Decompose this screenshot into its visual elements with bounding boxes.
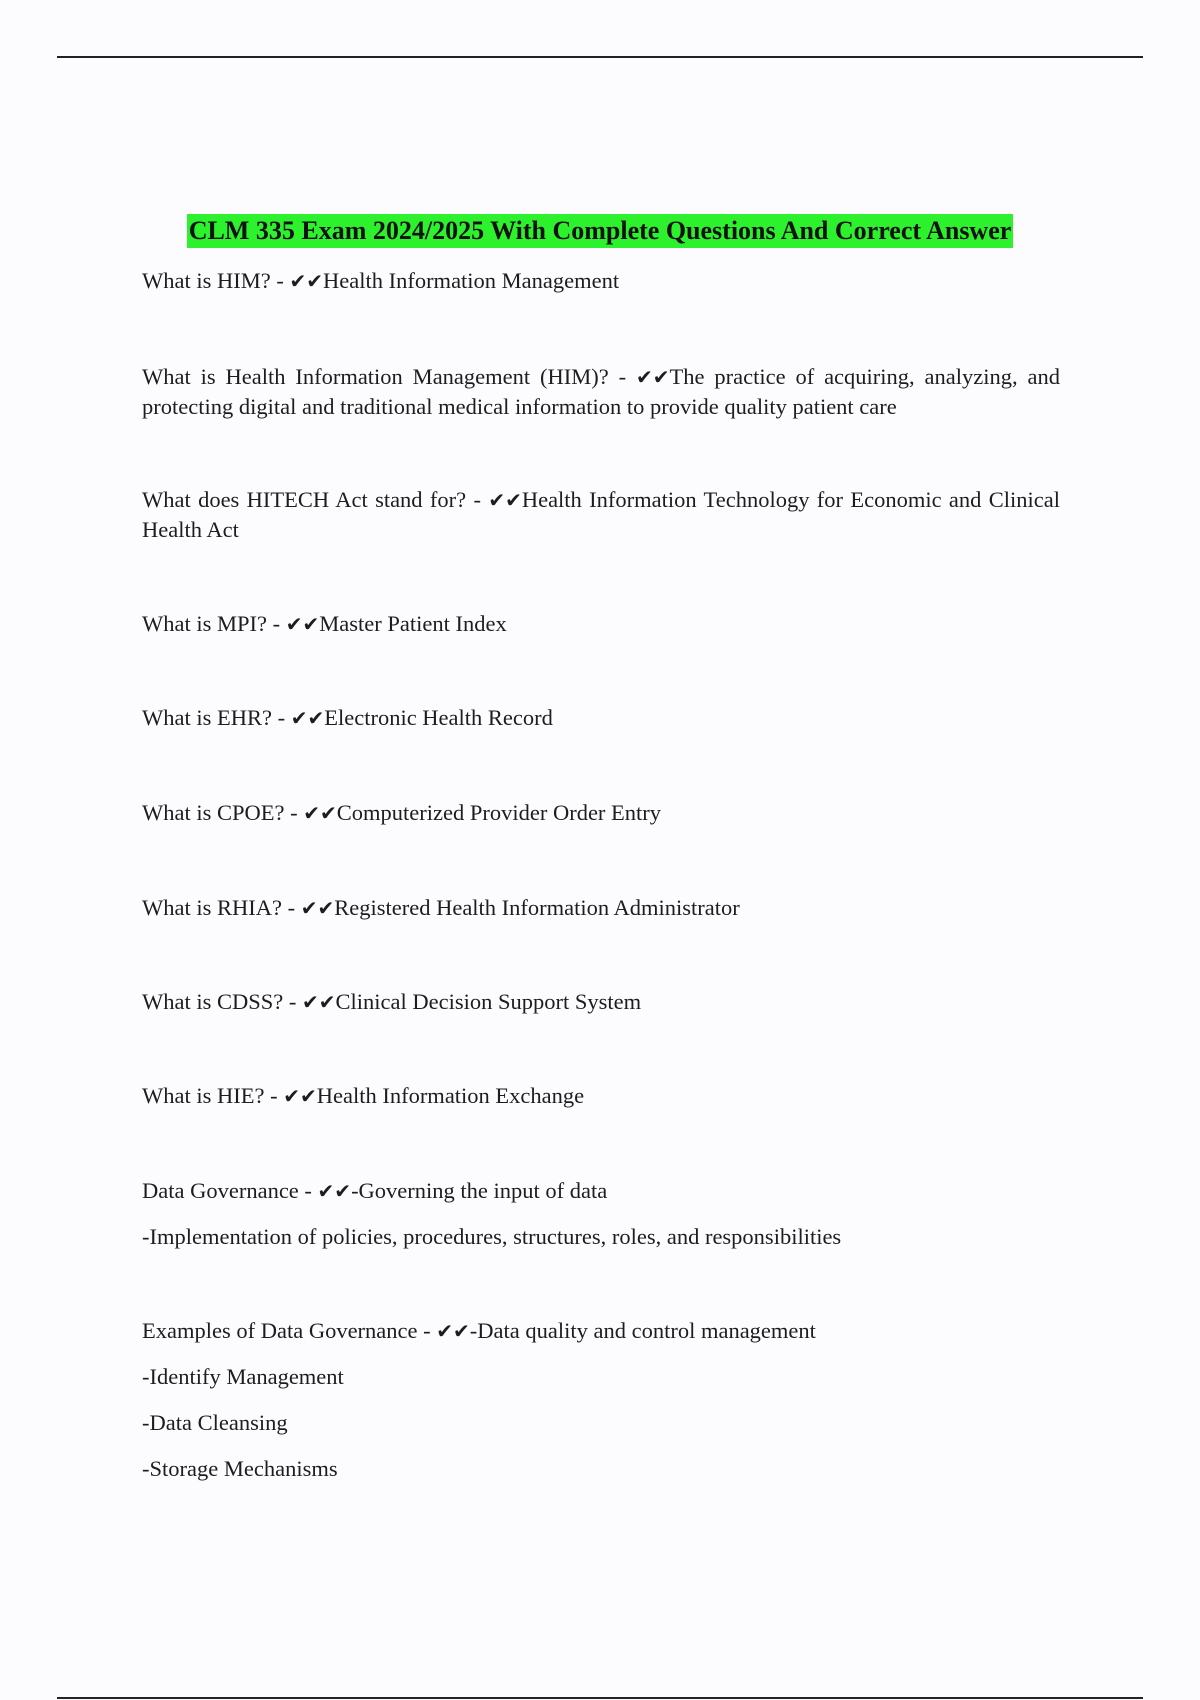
top-rule <box>57 56 1143 58</box>
qa-item <box>142 1081 1060 1111</box>
double-check-icon: ✔✔ <box>290 706 325 730</box>
qa-line: What is HIM? - ✔✔Health Information Management <box>142 268 620 293</box>
double-check-icon: ✔✔ <box>317 1179 352 1203</box>
qa-line: What is MPI? - ✔✔Master Patient Index <box>142 611 507 636</box>
qa-item <box>142 893 1060 923</box>
double-check-icon: ✔✔ <box>283 1084 317 1108</box>
double-check-icon: ✔✔ <box>488 488 522 512</box>
qa-item <box>142 609 1060 639</box>
qa-line: What is Health Information Management (HIM)? - ✔✔The practice of acquiring, analyzing, and protecting digital and traditional medical information to provide quality patient care <box>142 364 1060 419</box>
qa-line: What is CDSS? - ✔✔Clinical Decision Support System <box>142 989 642 1014</box>
question-text: What is HIM? <box>142 268 271 293</box>
question-text: Data Governance <box>142 1178 299 1203</box>
question-text: What is CPOE? <box>142 800 285 825</box>
answer-text: -Governing the input of data <box>351 1178 608 1203</box>
qa-line: What does HITECH Act stand for? - ✔✔Health Information Technology for Economic and Clinical Health Act <box>142 487 1060 542</box>
answer-text: Health Information Management <box>322 268 620 293</box>
answer-text: -Data quality and control management <box>469 1318 816 1343</box>
qa-item <box>142 266 1060 296</box>
qa-line: What is RHIA? - ✔✔Registered Health Information Administrator <box>142 895 740 920</box>
qa-item <box>142 362 1060 422</box>
question-text: What is EHR? <box>142 705 272 730</box>
answer-text: Health Information Exchange <box>316 1083 585 1108</box>
answer-text: The practice of acquiring, analyzing, and protecting digital and traditional medical information to provide quality patient care <box>142 364 1060 419</box>
answer-continuation: -Identify Management <box>142 1364 344 1389</box>
double-check-icon: ✔✔ <box>302 990 336 1014</box>
qa-item <box>142 485 1060 545</box>
double-check-icon: ✔✔ <box>636 365 670 389</box>
qa-item <box>142 1316 1060 1484</box>
double-check-icon: ✔✔ <box>300 896 335 920</box>
question-text: What is Health Information Management (HIM)? <box>142 364 609 389</box>
answer-text: Health Information Technology for Economic and Clinical Health Act <box>142 487 1060 542</box>
qa-line: Data Governance - ✔✔-Governing the input of data <box>142 1178 608 1203</box>
qa-line: What is EHR? - ✔✔Electronic Health Record <box>142 705 553 730</box>
double-check-icon: ✔✔ <box>289 269 323 293</box>
answer-text: Clinical Decision Support System <box>335 989 642 1014</box>
qa-item <box>142 1176 1060 1252</box>
answer-continuation: -Storage Mechanisms <box>142 1456 338 1481</box>
double-check-icon: ✔✔ <box>436 1319 470 1343</box>
qa-line: What is HIE? - ✔✔Health Information Exchange <box>142 1083 585 1108</box>
answer-text: Registered Health Information Administrator <box>334 895 740 920</box>
question-text: Examples of Data Governance <box>142 1318 418 1343</box>
question-text: What is HIE? <box>142 1083 265 1108</box>
qa-item <box>142 987 1060 1017</box>
answer-continuation: -Data Cleansing <box>142 1410 288 1435</box>
qa-line: What is CPOE? - ✔✔Computerized Provider Order Entry <box>142 800 662 825</box>
double-check-icon: ✔✔ <box>285 612 320 636</box>
answer-text: Electronic Health Record <box>324 705 553 730</box>
document-title: CLM 335 Exam 2024/2025 With Complete Questions And Correct Answer <box>187 214 1014 248</box>
answer-continuation: -Implementation of policies, procedures, structures, roles, and responsibilities <box>142 1224 842 1249</box>
bottom-rule <box>57 1697 1143 1699</box>
question-text: What is RHIA? <box>142 895 282 920</box>
answer-text: Computerized Provider Order Entry <box>336 800 662 825</box>
question-text: What does HITECH Act stand for? <box>142 487 467 512</box>
double-check-icon: ✔✔ <box>303 801 337 825</box>
qa-item <box>142 798 1060 828</box>
question-text: What is CDSS? <box>142 989 284 1014</box>
answer-text: Master Patient Index <box>319 611 507 636</box>
title-container <box>0 214 1200 248</box>
qa-item <box>142 703 1060 733</box>
question-text: What is MPI? <box>142 611 267 636</box>
qa-line: Examples of Data Governance - ✔✔-Data quality and control management <box>142 1318 816 1343</box>
